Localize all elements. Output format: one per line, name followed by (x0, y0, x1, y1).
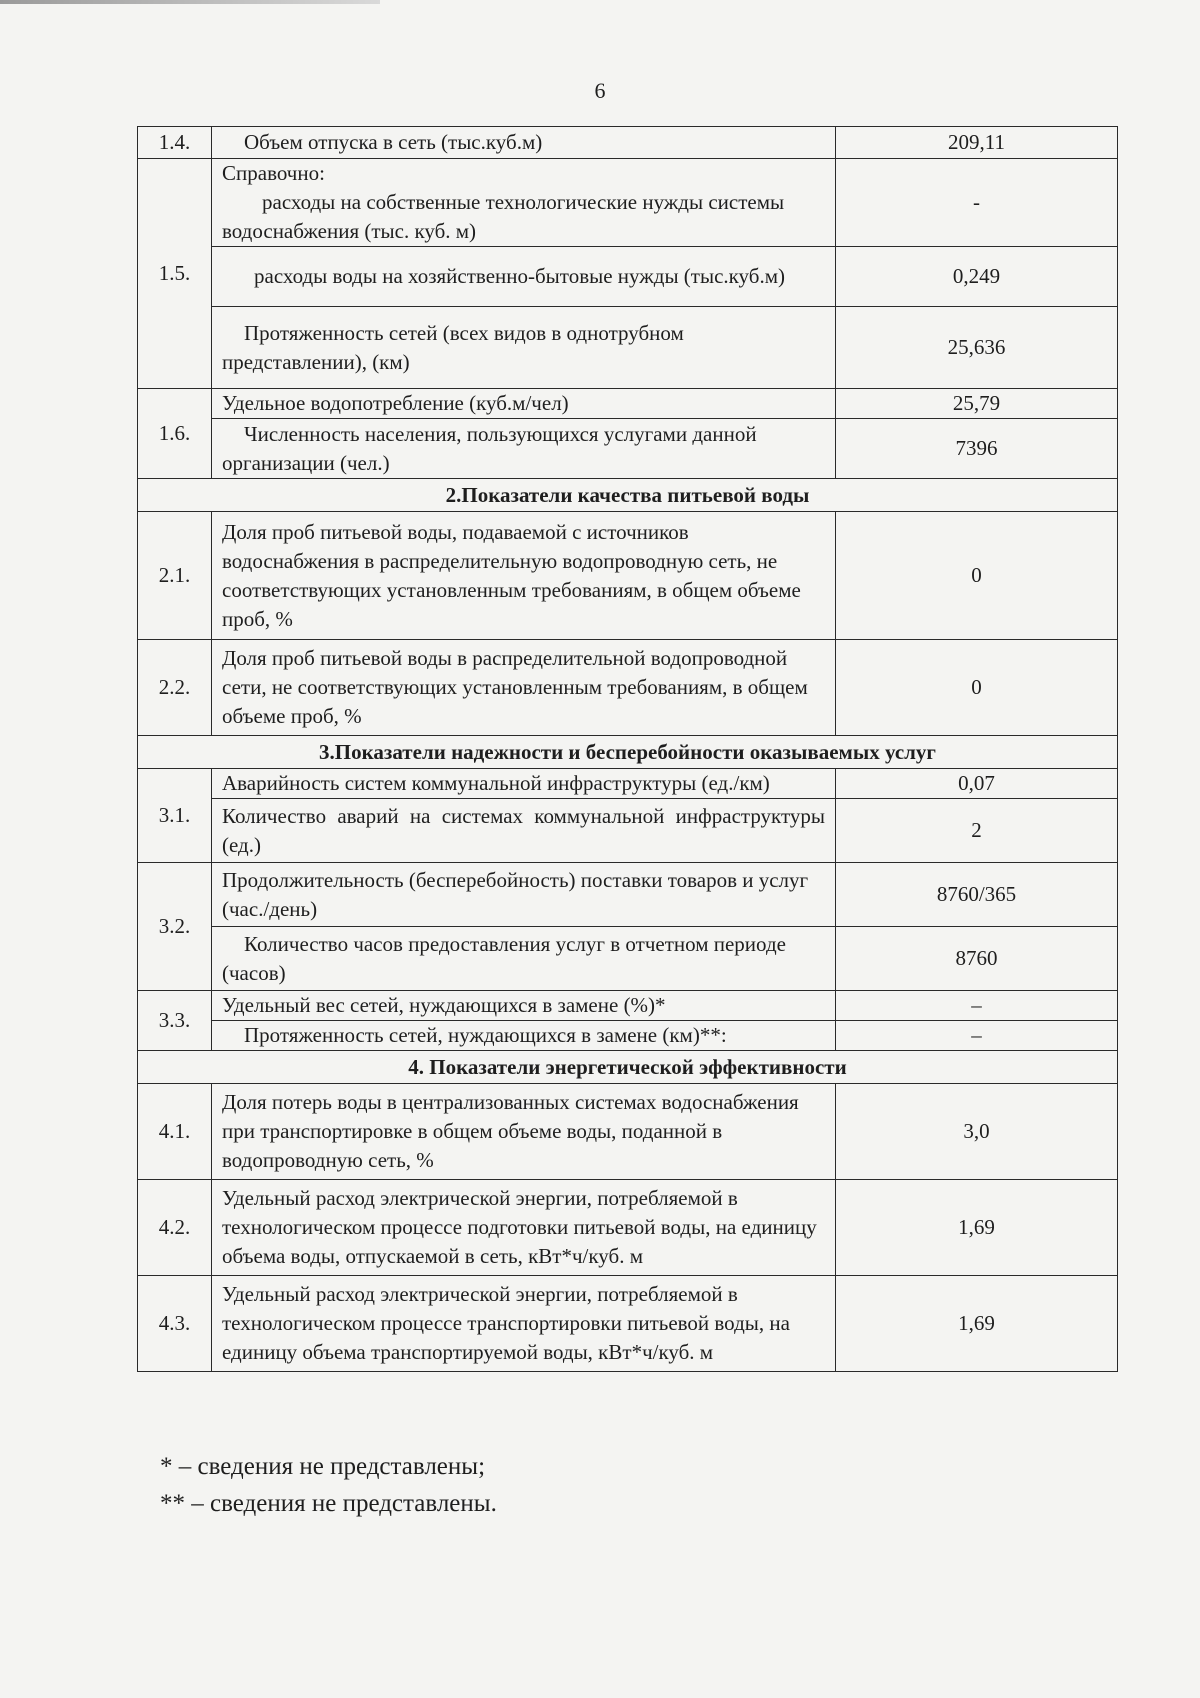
table-row (138, 1084, 1118, 1180)
table-row (138, 419, 1118, 479)
table-row (138, 307, 1118, 389)
row-value: 8760/365 (836, 863, 1118, 927)
row-value: 25,79 (836, 389, 1118, 419)
row-number: 4.1. (138, 1084, 212, 1180)
row-number: 1.6. (138, 389, 212, 479)
row-value: - (836, 159, 1118, 247)
row-value: 7396 (836, 419, 1118, 479)
row-description: Количество аварий на системах коммунальной инфраструктуры (ед.) (212, 799, 836, 863)
row-value: 3,0 (836, 1084, 1118, 1180)
row-value: 2 (836, 799, 1118, 863)
row-number: 1.5. (138, 159, 212, 389)
row-description: Продолжительность (бесперебойность) поставки товаров и услуг (час./день) (212, 863, 836, 927)
row-number: 3.1. (138, 769, 212, 863)
section-title: 2.Показатели качества питьевой воды (138, 479, 1118, 512)
section-title: 4. Показатели энергетической эффективности (138, 1051, 1118, 1084)
table-row (138, 769, 1118, 799)
row-description: Удельный расход электрической энергии, потребляемой в технологическом процессе подготовки питьевой воды, на единицу объема воды, отпускаемой в сеть, кВт*ч/куб. м (212, 1180, 836, 1276)
table-row (138, 799, 1118, 863)
row-value: – (836, 991, 1118, 1021)
table-row (138, 247, 1118, 307)
row-description: Удельное водопотребление (куб.м/чел) (212, 389, 836, 419)
section-header (138, 1051, 1118, 1084)
row-value: 1,69 (836, 1276, 1118, 1372)
table-row (138, 1021, 1118, 1051)
table-row (138, 640, 1118, 736)
row-description: Протяженность сетей (всех видов в однотрубном представлении), (км) (212, 307, 836, 389)
row-value: 0,07 (836, 769, 1118, 799)
row-number: 2.2. (138, 640, 212, 736)
table-row (138, 1180, 1118, 1276)
row-value: 0 (836, 640, 1118, 736)
table-row (138, 512, 1118, 640)
row-number: 3.3. (138, 991, 212, 1051)
table-row (138, 927, 1118, 991)
row-description: Протяженность сетей, нуждающихся в замене (км)**: (212, 1021, 836, 1051)
indicators-table (137, 126, 1118, 1372)
row-value: – (836, 1021, 1118, 1051)
row-value: 209,11 (836, 127, 1118, 159)
row-description: Объем отпуска в сеть (тыс.куб.м) (212, 127, 836, 159)
table-row (138, 159, 1118, 247)
row-description: расходы воды на хозяйственно-бытовые нужды (тыс.куб.м) (212, 247, 836, 307)
row-value: 1,69 (836, 1180, 1118, 1276)
footnote-2: ** – сведения не представлены. (160, 1490, 497, 1517)
row-value: 8760 (836, 927, 1118, 991)
row-description: Доля потерь воды в централизованных системах водоснабжения при транспортировке в общем объеме воды, поданной в водопроводную сеть, % (212, 1084, 836, 1180)
row-number: 3.2. (138, 863, 212, 991)
row-description: Доля проб питьевой воды в распределительной водопроводной сети, не соответствующих установленным требованиям, в общем объеме проб, % (212, 640, 836, 736)
row-number: 4.2. (138, 1180, 212, 1276)
row-description: Аварийность систем коммунальной инфраструктуры (ед./км) (212, 769, 836, 799)
table-row (138, 863, 1118, 927)
table-row (138, 991, 1118, 1021)
footnotes (160, 1448, 497, 1522)
page-number: 6 (594, 78, 606, 103)
row-description: Доля проб питьевой воды, подаваемой с источников водоснабжения в распределительную водопроводную сеть, не соответствующих установленным требованиям, в общем объеме проб, % (212, 512, 836, 640)
section-header (138, 736, 1118, 769)
row-number: 2.1. (138, 512, 212, 640)
row-description: Удельный вес сетей, нуждающихся в замене (%)* (212, 991, 836, 1021)
table-row (138, 389, 1118, 419)
row-description: Численность населения, пользующихся услугами данной организации (чел.) (212, 419, 836, 479)
row-description (212, 159, 836, 247)
row-number: 4.3. (138, 1276, 212, 1372)
table-row (138, 1276, 1118, 1372)
table-row (138, 127, 1118, 159)
row-value: 0,249 (836, 247, 1118, 307)
section-header (138, 479, 1118, 512)
footnote-1: * – сведения не представлены; (160, 1453, 486, 1480)
row-number: 1.4. (138, 127, 212, 159)
row-value: 0 (836, 512, 1118, 640)
section-title: 3.Показатели надежности и бесперебойности оказываемых услуг (138, 736, 1118, 769)
reference-label: Справочно: (222, 161, 325, 185)
reference-text: расходы на собственные технологические нужды системы водоснабжения (тыс. куб. м) (222, 190, 785, 243)
row-value: 25,636 (836, 307, 1118, 389)
row-description: Удельный расход электрической энергии, потребляемой в технологическом процессе транспортировки питьевой воды, на единицу объема транспортируемой воды, кВт*ч/куб. м (212, 1276, 836, 1372)
row-description: Количество часов предоставления услуг в отчетном периоде (часов) (212, 927, 836, 991)
scan-edge (0, 0, 380, 4)
